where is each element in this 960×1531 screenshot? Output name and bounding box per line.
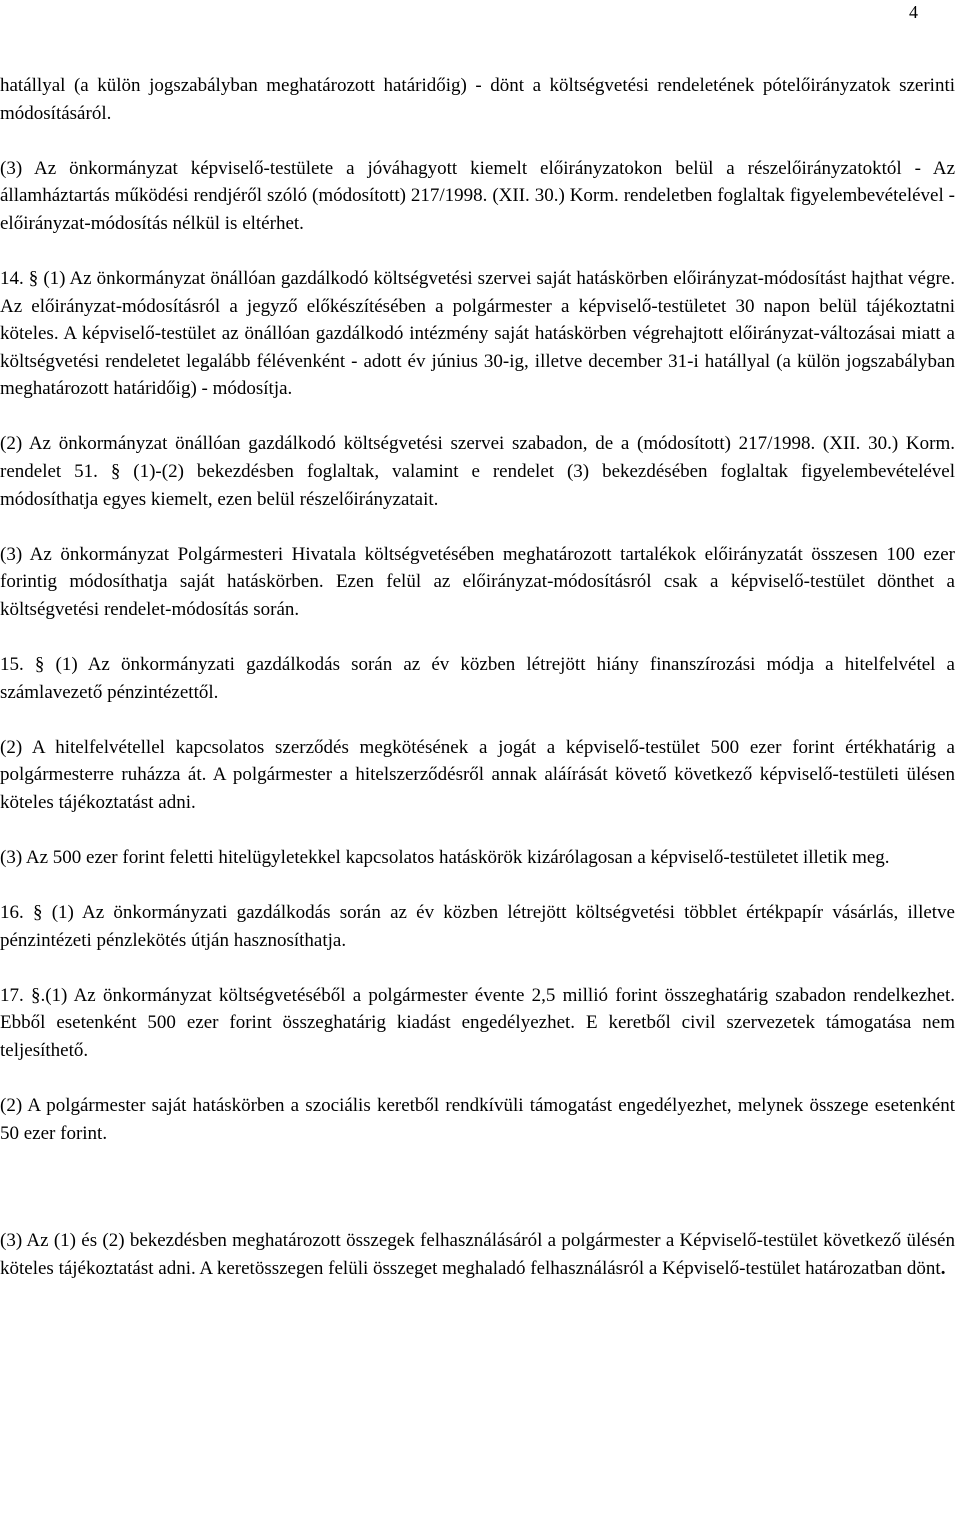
paragraph-17-2: (2) A polgármester saját hatáskörben a szociális keretből rendkívüli támogatást engedélyezhet, melynek összege esetenként 50 ezer forint. — [0, 1095, 955, 1144]
paragraph-14-3: (3) Az önkormányzat Polgármesteri Hivatala költségvetésében meghatározott tartalékok előirányzatát összesen 100 ezer forintig módosíthatja saját hatáskörben. Ezen felül az előirányzat-módosításról csak a képviselő-testület dönthet a költségvetési rendelet-módosítás során. — [0, 543, 955, 620]
paragraph-17-3-end-period: . — [940, 1257, 946, 1279]
paragraph-17-1: 17. §.(1) Az önkormányzat költségvetéséből a polgármester évente 2,5 millió forint összeghatárig szabadon rendelkezhet. Ebből esetenként 500 ezer forint összeghatárig kiadást engedélyezhet. E keretből civil szervezetek támogatása nem teljesíthető. — [0, 984, 955, 1061]
paragraph-14-1: 14. § (1) Az önkormányzat önállóan gazdálkodó költségvetési szervei saját hatáskörben előirányzat-módosítást hajthat végre. Az előirányzat-módosításról a jegyző előkészítésében a polgármester a képviselő-testületet 30 napon belül tájékoztatni köteles. A képviselő-testület az önállóan gazdálkodó intézmény saját hatáskörben végrehajtott előirányzat-változásai miatt a költségvetési rendeletet legalább félévenként - adott év június 30-ig, illetve december 31-i hatállyal (a külön jogszabályban meghatározott határidőig) - módosítja. — [0, 267, 955, 400]
paragraph-17-3-text: (3) Az (1) és (2) bekezdésben meghatározott összegek felhasználásáról a polgármester a Képviselő-testület következő ülésén köteles tájékoztatást adni. A keretösszegen felüli összeget meghaladó felhasználásról a Képviselő-testület határozatban dönt — [0, 1230, 955, 1279]
document-body — [0, 72, 955, 1310]
paragraph-15-3: (3) Az 500 ezer forint feletti hitelügyletekkel kapcsolatos hatáskörök kizárólagosan a képviselő-testületet illetik meg. — [0, 846, 890, 868]
paragraph-15-2: (2) A hitelfelvétellel kapcsolatos szerződés megkötésének a jogát a képviselő-testület 500 ezer forint értékhatárig a polgármesterre ruházza át. A polgármester a hitelszerződésről annak aláírását követő következő képviselő-testületi ülésen köteles tájékoztatást adni. — [0, 736, 955, 813]
page-number: 4 — [909, 2, 918, 22]
paragraph-16-1: 16. § (1) Az önkormányzati gazdálkodás során az év közben létrejött költségvetési többlet értékpapír vásárlás, illetve pénzintézeti pénzlekötés útján hasznosíthatja. — [0, 902, 955, 951]
paragraph-continuation: hatállyal (a külön jogszabályban meghatározott határidőig) - dönt a költségvetési rendeletének pótelőirányzatok szerinti módosításáról. — [0, 75, 955, 124]
paragraph-14-2: (2) Az önkormányzat önállóan gazdálkodó költségvetési szervei szabadon, de a (módosított) 217/1998. (XII. 30.) Korm. rendelet 51. § (1)-(2) bekezdésben foglaltak, valamint e rendelet (3) bekezdésében foglaltak figyelembevételével módosíthatja egyes kiemelt, ezen belül részelőirányzatait. — [0, 433, 955, 510]
paragraph-15-1: 15. § (1) Az önkormányzati gazdálkodás során az év közben létrejött hiány finanszírozási módja a hitelfelvétel a számlavezető pénzintézettől. — [0, 654, 955, 703]
paragraph-13-3: (3) Az önkormányzat képviselő-testülete a jóváhagyott kiemelt előirányzatokon belül a részelőirányzatoktól - Az államháztartás működési rendjéről szóló (módosított) 217/1998. (XII. 30.) Korm. rendeletben foglaltak figyelembevételével - előirányzat-módosítás nélkül is eltérhet. — [0, 157, 955, 234]
paragraph-17-3 — [0, 1227, 955, 1282]
